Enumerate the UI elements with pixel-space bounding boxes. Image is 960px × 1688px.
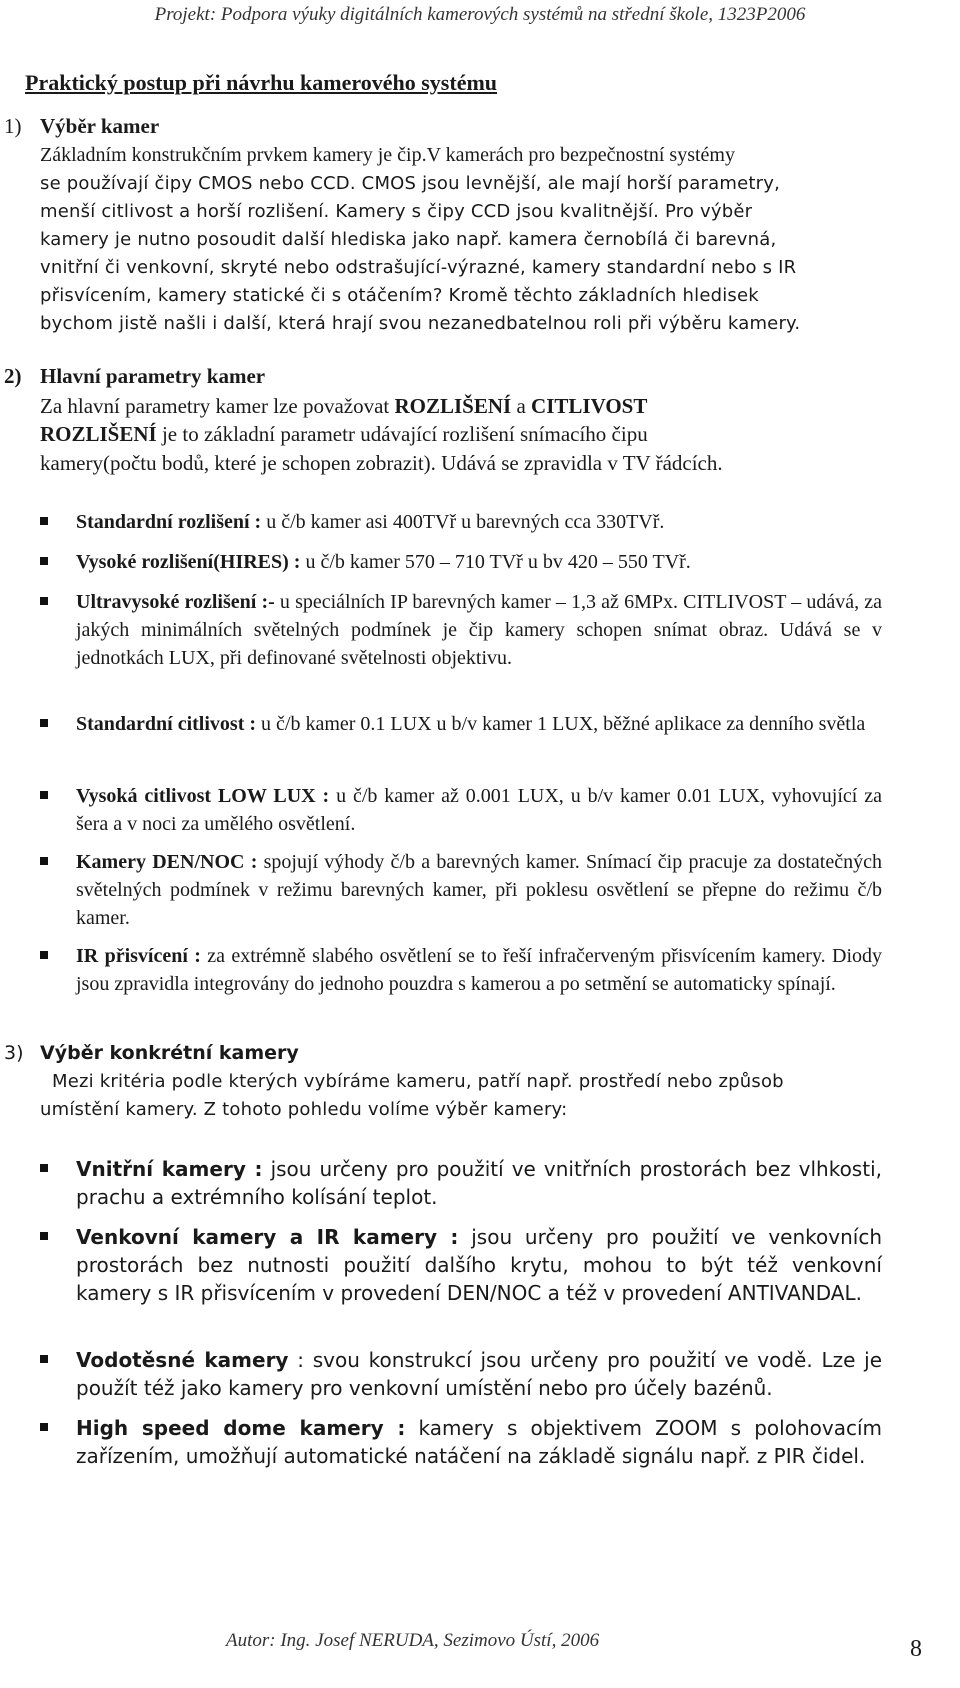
bullet-item (76, 942, 882, 998)
section-2-number: 2) (4, 364, 22, 388)
document-title: Praktický postup při návrhu kamerového systému (25, 70, 498, 95)
section-1-line: se používají čipy CMOS nebo CCD. CMOS jsou levnější, ale mají horší parametry, (40, 173, 781, 194)
bullet-item (76, 782, 882, 838)
resolution-text: je to základní parametr udávající rozlišení snímacího čipu (156, 422, 648, 446)
bullet-item (76, 848, 882, 932)
bullet-item (76, 548, 882, 576)
bullet-term: Vodotěsné kamery (76, 1348, 289, 1372)
section-1-title: Výběr kamer (40, 114, 160, 138)
bullet-text: u speciálních IP barevných kamer – 1,3 až 6MPx. CITLIVOST – udává, za jakých minimálních světelných podmínek je čip kamery schopen snímat obraz. Udává se v jednotkách LUX, při definované světelnosti objektivu. (76, 591, 882, 669)
section-3-title: Výběr konkrétní kamery (40, 1042, 299, 1064)
section-1-line: vnitřní či venkovní, skryté nebo odstrašující-výrazné, kamery standardní nebo s IR (40, 257, 797, 278)
bullet-term: Ultravysoké rozlišení :- (76, 591, 275, 613)
bullet-item (76, 1414, 882, 1470)
resolution-definition (40, 422, 648, 447)
bullet-text: u č/b kamer až 0.001 LUX, u b/v kamer 0.01 LUX, vyhovující za šera a v noci za umělého osvětlení. (76, 785, 882, 835)
section-1-line: bychom jistě našli i další, která hrají svou nezanedbatelnou roli při výběru kamery. (40, 313, 801, 334)
section-2-title: Hlavní parametry kamer (40, 364, 266, 388)
section-1-heading (4, 114, 159, 139)
section-1-line: přisvícením, kamery statické či s otáčením? Kromě těchto základních hledisek (40, 285, 759, 306)
bullet-term: IR přisvícení : (76, 945, 201, 967)
bullet-text: u č/b kamer 0.1 LUX u b/v kamer 1 LUX, běžné aplikace za denního světla (256, 713, 866, 735)
section-2-heading (4, 364, 265, 389)
page-number: 8 (910, 1636, 922, 1662)
bullet-item (76, 508, 882, 536)
bullet-text: jsou určeny pro použití ve vnitřních prostorách bez vlhkosti, prachu a extrémního kolísání teplot. (76, 1157, 882, 1209)
section-1-line: kamery je nutno posoudit další hlediska jako např. kamera černobílá či barevná, (40, 229, 777, 250)
intro-sensitivity: CITLIVOST (531, 394, 648, 418)
bullet-text: u č/b kamer asi 400TVř u barevných cca 330TVř. (261, 511, 665, 533)
section-3-heading (4, 1042, 299, 1064)
bullet-term: High speed dome kamery : (76, 1416, 406, 1440)
section-1-line: menší citlivost a horší rozlišení. Kamery s čipy CCD jsou kvalitnější. Pro výběr (40, 201, 753, 222)
bullet-term: Vnitřní kamery : (76, 1157, 263, 1181)
resolution-definition-line2: kamery(počtu bodů, které je schopen zobrazit). Udává se zpravidla v TV řádcích. (40, 451, 723, 475)
resolution-term: ROZLIŠENÍ (40, 422, 157, 446)
bullet-text: : svou konstrukcí jsou určeny pro použití ve vodě. Lze je použít též jako kamery pro venkovní umístění nebo pro účely bazénů. (76, 1348, 882, 1400)
section-3-line: Mezi kritéria podle kterých vybíráme kameru, patří např. prostředí nebo způsob (52, 1071, 784, 1092)
bullet-item (76, 588, 882, 672)
section-3-number: 3) (4, 1042, 24, 1064)
bullet-item (76, 710, 882, 738)
bullet-term: Standardní citlivost : (76, 713, 257, 735)
bullet-term: Vysoká citlivost LOW LUX : (76, 785, 330, 807)
bullet-item (76, 1155, 882, 1211)
section-2-intro (40, 394, 647, 419)
bullet-item (76, 1223, 882, 1307)
bullet-text: kamery s objektivem ZOOM s polohovacím zařízením, umožňují automatické natáčení na základě signálu např. z PIR čidel. (76, 1416, 882, 1468)
bullet-text: jsou určeny pro použití ve venkovních prostorách bez nutnosti použití dalšího krytu, mohou to být též venkovní kamery s IR přisvícením v provedení DEN/NOC a též v provedení ANTIVANDAL. (76, 1225, 882, 1305)
page-header: Projekt: Podpora výuky digitálních kamerových systémů na střední škole, 1323P2006 (154, 4, 806, 25)
bullet-text: spojují výhody č/b a barevných kamer. Snímací čip pracuje za dostatečných světelných podmínek v režimu barevných kamer, při poklesu osvětlení se přepne do režimu č/b kamer. (76, 851, 882, 929)
bullet-term: Venkovní kamery a IR kamery : (76, 1225, 459, 1249)
section-1-number: 1) (4, 114, 22, 138)
section-3-line: umístění kamery. Z tohoto pohledu volíme výběr kamery: (40, 1099, 568, 1120)
page-footer: Autor: Ing. Josef NERUDA, Sezimovo Ústí, 2006 (226, 1630, 600, 1651)
bullet-term: Vysoké rozlišení(HIRES) : (76, 551, 301, 573)
intro-and: a (511, 394, 532, 418)
bullet-item (76, 1346, 882, 1402)
intro-text: Za hlavní parametry kamer lze považovat (40, 394, 395, 418)
bullet-text: za extrémně slabého osvětlení se to řeší infračerveným přisvícením kamery. Diody jsou zpravidla integrovány do jednoho pouzdra s kamerou a po setmění se automaticky spínají. (76, 945, 883, 995)
section-1-line: Základním konstrukčním prvkem kamery je čip.V kamerách pro bezpečnostní systémy (40, 144, 735, 166)
bullet-text: u č/b kamer 570 – 710 TVř u bv 420 – 550 TVř. (300, 551, 691, 573)
intro-resolution: ROZLIŠENÍ (394, 394, 512, 418)
bullet-term: Standardní rozlišení : (76, 511, 262, 533)
bullet-term: Kamery DEN/NOC : (76, 851, 258, 873)
